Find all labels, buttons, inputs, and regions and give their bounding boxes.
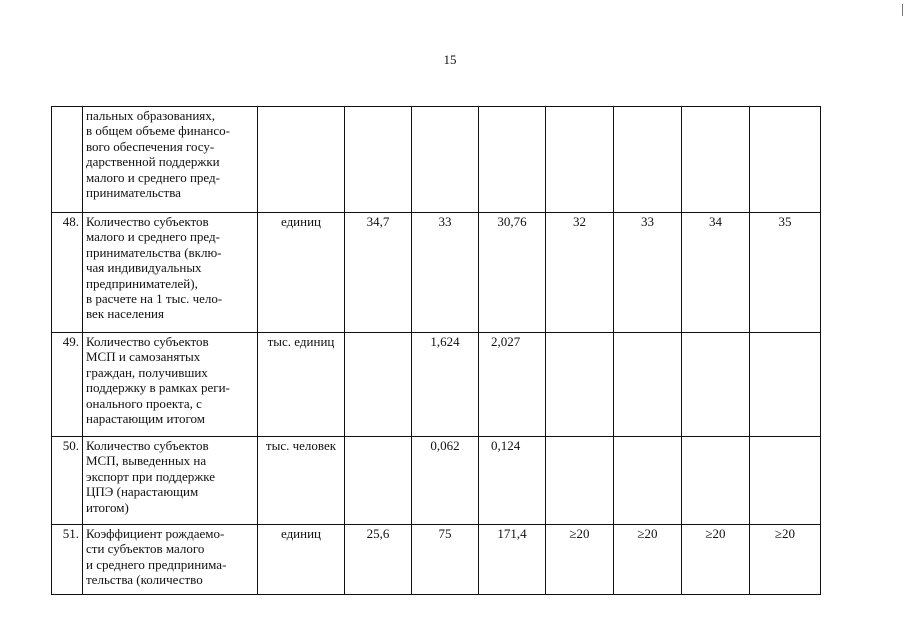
value-cell: 1,624 [412, 333, 479, 437]
value-cell [546, 437, 614, 525]
table-row [52, 213, 821, 333]
value-cell [682, 333, 750, 437]
indicator-name: Количество субъектов малого и среднего пред- принимательства (вклю- чая индивидуальных предпринимателей), в расчете на 1 тыс. чело- век населения [83, 213, 258, 333]
value-cell [479, 107, 546, 213]
indicator-name: пальных образованиях, в общем объеме финансо- вого обеспечения госу- дарственной поддержки малого и среднего пред- принимательства [83, 107, 258, 213]
unit-cell: единиц [258, 213, 345, 333]
value-cell: 0,124 [479, 437, 546, 525]
unit-cell: тыс. человек [258, 437, 345, 525]
value-cell: 171,4 [479, 525, 546, 595]
table-row [52, 525, 821, 595]
row-number [52, 107, 83, 213]
value-cell [750, 437, 821, 525]
value-cell: ≥20 [682, 525, 750, 595]
row-number: 49. [52, 333, 83, 437]
value-cell [546, 333, 614, 437]
value-cell [345, 437, 412, 525]
indicator-name: Количество субъектов МСП и самозанятых граждан, получивших поддержку в рамках реги- онального проекта, с нарастающим итогом [83, 333, 258, 437]
value-cell: 2,027 [479, 333, 546, 437]
value-cell: ≥20 [750, 525, 821, 595]
row-number: 51. [52, 525, 83, 595]
row-number: 50. [52, 437, 83, 525]
indicators-table [51, 106, 821, 595]
indicator-name: Количество субъектов МСП, выведенных на экспорт при поддержке ЦПЭ (нарастающим итогом) [83, 437, 258, 525]
value-cell: 30,76 [479, 213, 546, 333]
indicator-name: Коэффициент рождаемо- сти субъектов малого и среднего предпринима- тельства (количество [83, 525, 258, 595]
value-cell: ≥20 [614, 525, 682, 595]
value-cell [614, 333, 682, 437]
table-row [52, 437, 821, 525]
value-cell [682, 437, 750, 525]
value-cell [750, 107, 821, 213]
table-row [52, 107, 821, 213]
value-cell: 75 [412, 525, 479, 595]
value-cell: 34 [682, 213, 750, 333]
value-cell [750, 333, 821, 437]
value-cell: 32 [546, 213, 614, 333]
row-number: 48. [52, 213, 83, 333]
value-cell [614, 437, 682, 525]
value-cell: 0,062 [412, 437, 479, 525]
value-cell [412, 107, 479, 213]
value-cell: 33 [614, 213, 682, 333]
page-number: 15 [443, 52, 457, 67]
table-row [52, 333, 821, 437]
value-cell: 25,6 [345, 525, 412, 595]
unit-cell: единиц [258, 525, 345, 595]
value-cell [614, 107, 682, 213]
unit-cell: тыс. единиц [258, 333, 345, 437]
value-cell: 34,7 [345, 213, 412, 333]
value-cell [682, 107, 750, 213]
value-cell [345, 107, 412, 213]
value-cell: ≥20 [546, 525, 614, 595]
scan-edge-mark [902, 4, 903, 16]
unit-cell [258, 107, 345, 213]
value-cell: 35 [750, 213, 821, 333]
value-cell [546, 107, 614, 213]
value-cell [345, 333, 412, 437]
value-cell: 33 [412, 213, 479, 333]
